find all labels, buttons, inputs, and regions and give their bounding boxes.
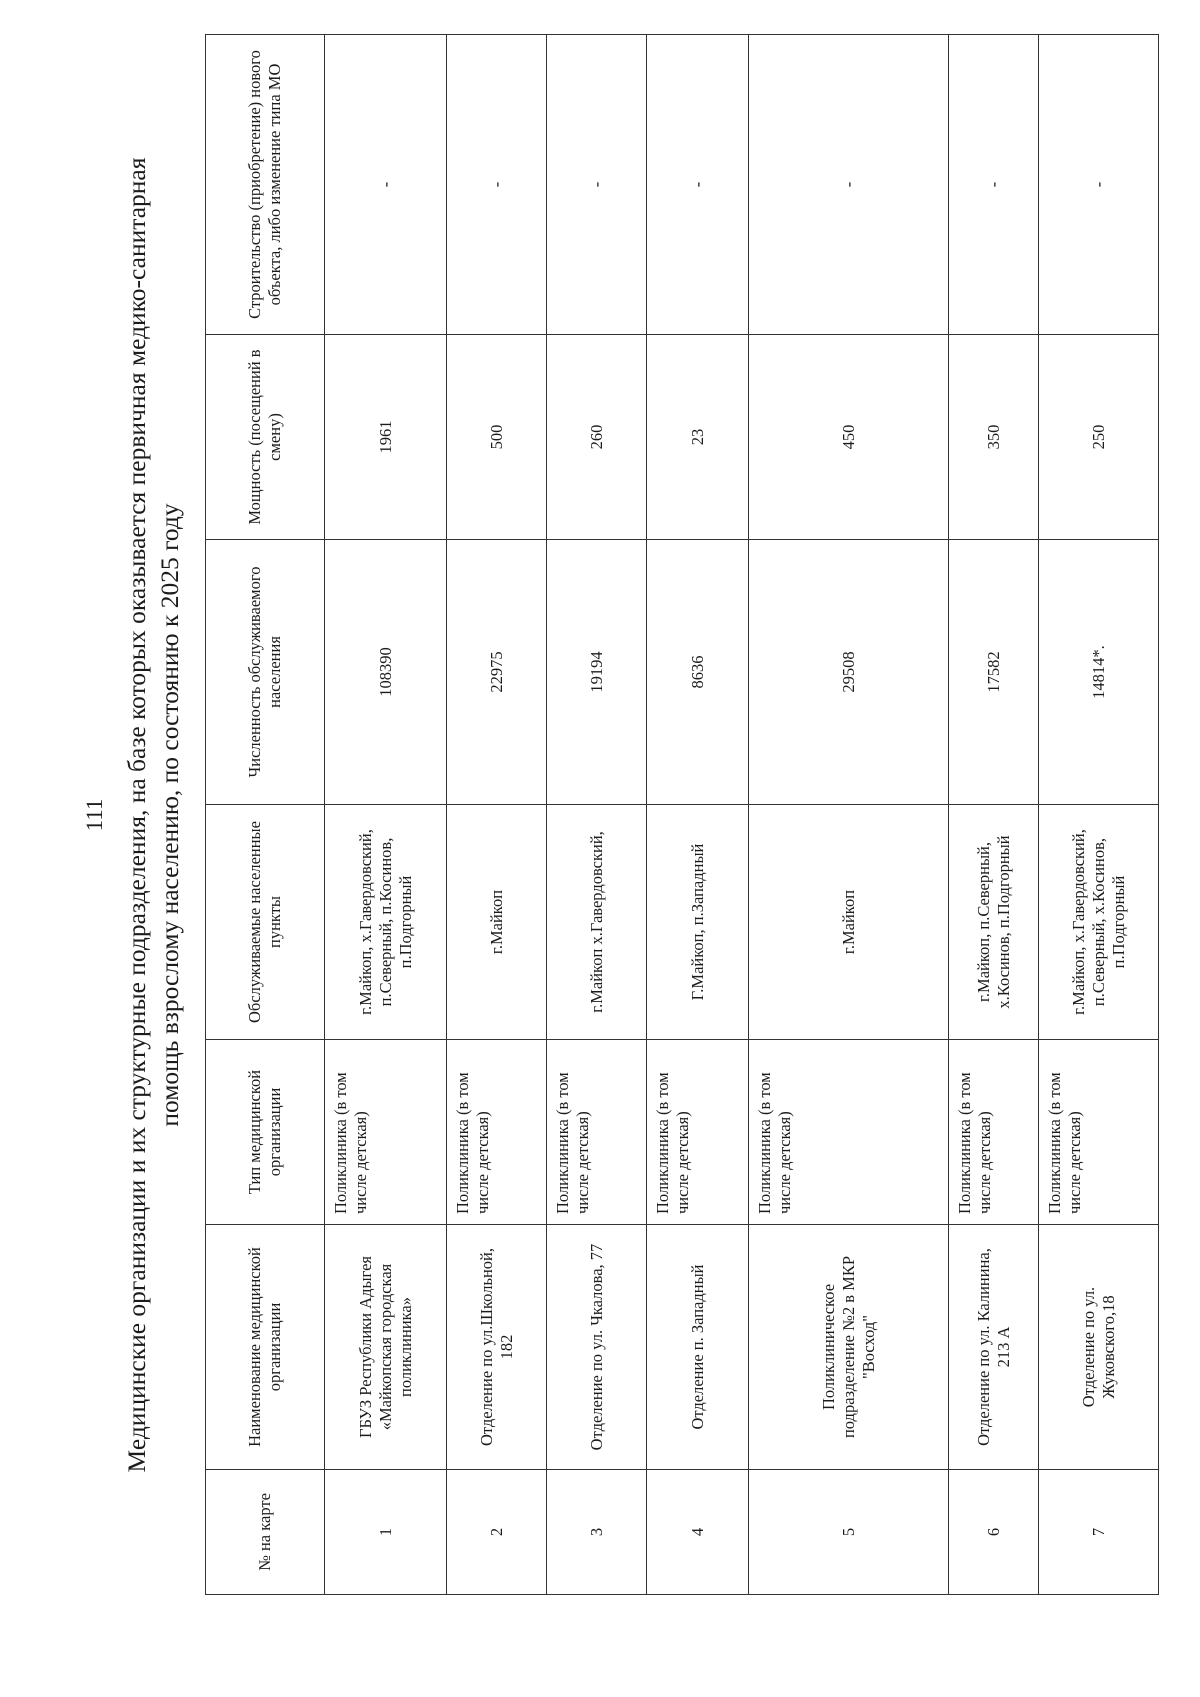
cell-name: Отделение п. Западный [647, 1225, 749, 1470]
cell-name: Отделение по ул. Жуковского,18 [1039, 1225, 1159, 1470]
cell-locations: г.Майкоп х.Гавердовский, [547, 805, 647, 1040]
cell-type: Поликлиника (в том числе детская) [325, 1040, 447, 1225]
cell-name: Отделение по ул. Чкалова, 77 [547, 1225, 647, 1470]
cell-type: Поликлиника (в том числе детская) [447, 1040, 547, 1225]
cell-population: 8636 [647, 540, 749, 805]
table-row [749, 35, 949, 1595]
cell-construction: - [647, 35, 749, 335]
header-name: Наименование медицинской организации [206, 1225, 325, 1470]
cell-population: 108390 [325, 540, 447, 805]
table-row [647, 35, 749, 1595]
cell-name: ГБУЗ Республики Адыгея «Майкопская городская поликлиника» [325, 1225, 447, 1470]
cell-construction: - [325, 35, 447, 335]
table-row [1039, 35, 1159, 1595]
title-line-2: помощь взрослому населению, по состоянию к 2025 году [155, 503, 184, 1127]
page-number: 111 [82, 798, 107, 832]
cell-num: 7 [1039, 1470, 1159, 1595]
cell-type: Поликлиника (в том числе детская) [647, 1040, 749, 1225]
cell-construction: - [1039, 35, 1159, 335]
cell-num: 4 [647, 1470, 749, 1595]
cell-name: Поликлиническое подразделение №2 в МКР "Восход" [749, 1225, 949, 1470]
header-num: № на карте [206, 1470, 325, 1595]
table-row [447, 35, 547, 1595]
header-capacity: Мощность (посещений в смену) [206, 335, 325, 540]
cell-locations: Г.Майкоп, п.Западный [647, 805, 749, 1040]
cell-type: Поликлиника (в том числе детская) [749, 1040, 949, 1225]
table-row [949, 35, 1039, 1595]
cell-capacity: 1961 [325, 335, 447, 540]
cell-capacity: 260 [547, 335, 647, 540]
cell-type: Поликлиника (в том числе детская) [1039, 1040, 1159, 1225]
cell-population: 29508 [749, 540, 949, 805]
cell-capacity: 500 [447, 335, 547, 540]
cell-name: Отделение по ул.Школьной, 182 [447, 1225, 547, 1470]
table-row [547, 35, 647, 1595]
header-row [206, 35, 325, 1595]
cell-capacity: 23 [647, 335, 749, 540]
cell-locations: г.Майкоп, х.Гавердовский, п.Северный, п.Косинов, п.Подгорный [325, 805, 447, 1040]
cell-type: Поликлиника (в том числе детская) [949, 1040, 1039, 1225]
cell-num: 6 [949, 1470, 1039, 1595]
cell-capacity: 450 [749, 335, 949, 540]
organizations-table [205, 34, 1159, 1595]
header-population: Численность обслуживаемого населения [206, 540, 325, 805]
cell-type: Поликлиника (в том числе детская) [547, 1040, 647, 1225]
cell-locations: г.Майкоп [447, 805, 547, 1040]
rotated-page [82, 35, 1200, 1595]
cell-num: 3 [547, 1470, 647, 1595]
cell-locations: г.Майкоп, х.Гавердовский, п.Северный, х.Косинов, п.Подгорный [1039, 805, 1159, 1040]
cell-population: 22975 [447, 540, 547, 805]
page-title [120, 35, 186, 1595]
cell-population: 14814*. [1039, 540, 1159, 805]
cell-population: 19194 [547, 540, 647, 805]
cell-construction: - [749, 35, 949, 335]
header-locations: Обслуживаемые населенные пункты [206, 805, 325, 1040]
cell-num: 5 [749, 1470, 949, 1595]
title-line-1: Медицинские организации и их структурные подразделения, на базе которых оказывается первичная медико-санитарная [122, 157, 151, 1473]
cell-name: Отделение по ул. Калинина, 213 А [949, 1225, 1039, 1470]
cell-locations: г.Майкоп, п.Северный, х.Косинов, п.Подгорный [949, 805, 1039, 1040]
cell-num: 1 [325, 1470, 447, 1595]
cell-construction: - [447, 35, 547, 335]
cell-population: 17582 [949, 540, 1039, 805]
cell-construction: - [949, 35, 1039, 335]
cell-construction: - [547, 35, 647, 335]
cell-locations: г.Майкоп [749, 805, 949, 1040]
cell-num: 2 [447, 1470, 547, 1595]
header-type: Тип медицинской организации [206, 1040, 325, 1225]
cell-capacity: 250 [1039, 335, 1159, 540]
table-row [325, 35, 447, 1595]
header-construction: Строительство (приобретение) нового объекта, либо изменение типа МО [206, 35, 325, 335]
cell-capacity: 350 [949, 335, 1039, 540]
